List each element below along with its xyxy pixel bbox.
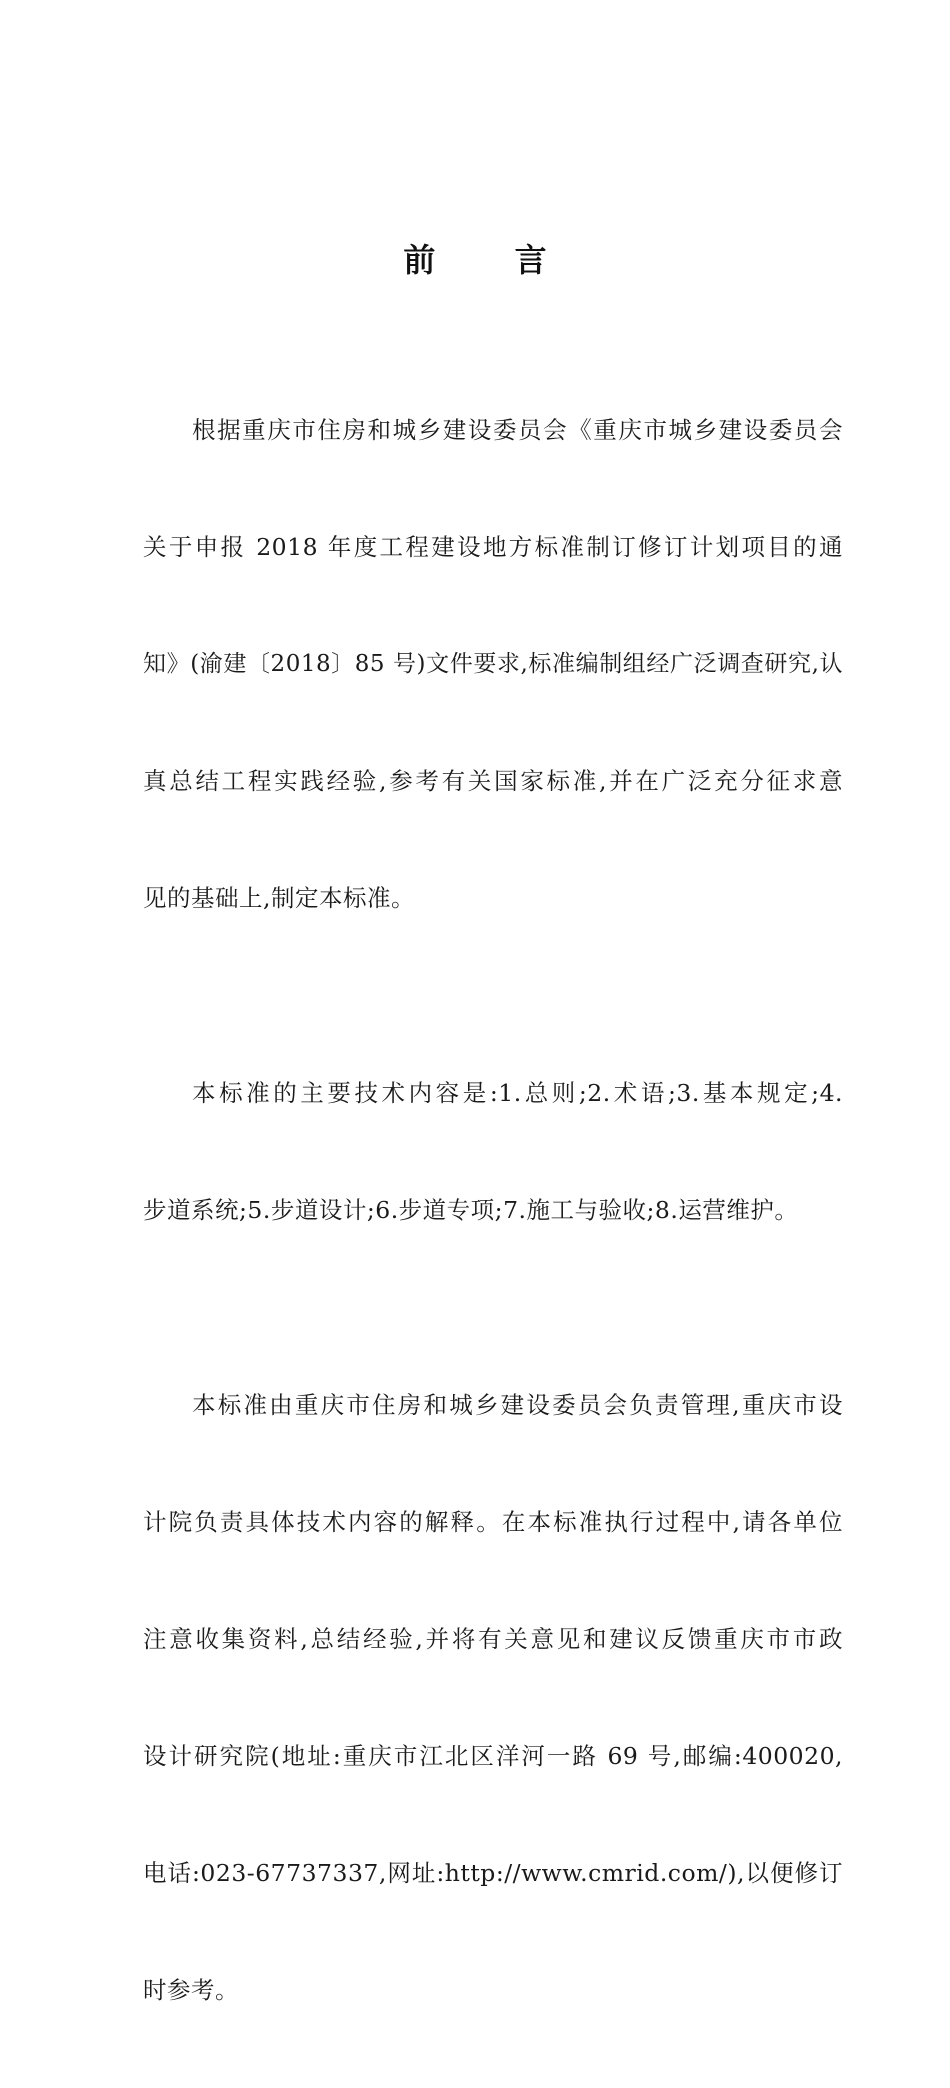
paragraph-1 (143, 333, 843, 996)
text-line: 本标准由重庆市住房和城乡建设委员会负责管理,重庆市设 (192, 1391, 843, 1419)
text-line: 设计研究院(地址:重庆市江北区洋河一路 69 号,邮编:400020, (143, 1742, 843, 1770)
body-text (143, 333, 843, 2088)
text-line: 步道系统;5.步道设计;6.步道专项;7.施工与验收;8.运营维护。 (143, 1196, 799, 1224)
text-line: 时参考。 (143, 1976, 239, 2004)
paragraph-2 (143, 996, 843, 1308)
text-line: 关于申报 2018 年度工程建设地方标准制订修订计划项目的通 (143, 533, 843, 561)
paragraph-3 (143, 1308, 843, 2088)
text-line: 注意收集资料,总结经验,并将有关意见和建议反馈重庆市市政 (143, 1625, 843, 1653)
text-line: 计院负责具体技术内容的解释。在本标准执行过程中,请各单位 (143, 1508, 843, 1536)
text-line: 知》(渝建〔2018〕85 号)文件要求,标准编制组经广泛调查研究,认 (143, 651, 843, 677)
text-line: 根据重庆市住房和城乡建设委员会《重庆市城乡建设委员会 (192, 416, 843, 444)
text-line: 见的基础上,制定本标准。 (143, 884, 415, 912)
text-line: 本标准的主要技术内容是:1.总则;2.术语;3.基本规定;4. (192, 1079, 843, 1107)
text-line: 真总结工程实践经验,参考有关国家标准,并在广泛充分征求意 (143, 767, 843, 795)
page-title: 前 言 (403, 241, 581, 279)
text-line: 电话:023-67737337,网址:http://www.cmrid.com/),以便修订 (143, 1859, 843, 1887)
